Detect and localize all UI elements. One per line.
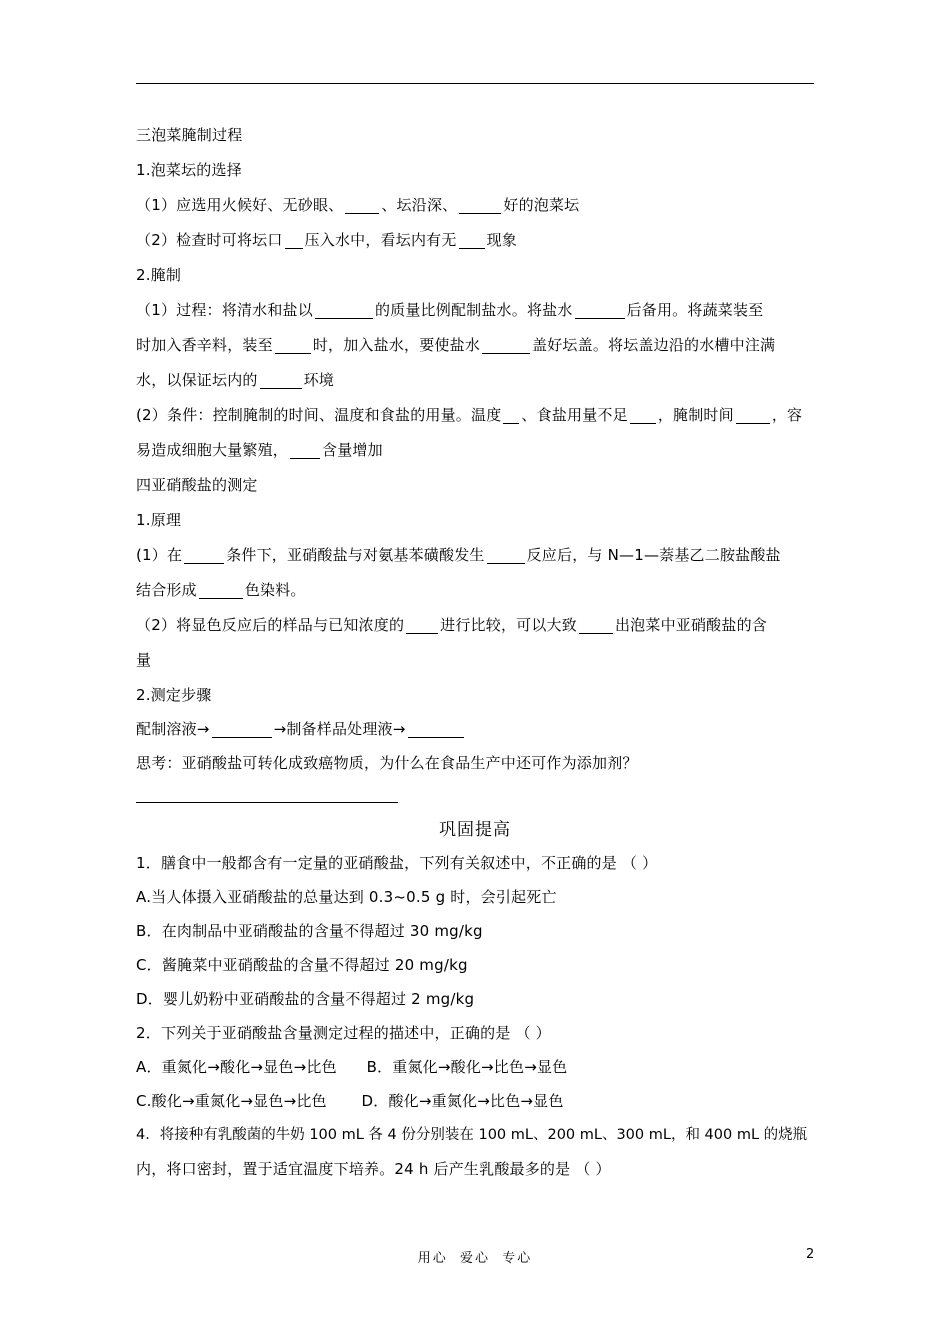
option-c: C．酱腌菜中亚硝酸盐的含量不得超过 20 mg/kg	[136, 956, 468, 974]
question-2: 2．下列关于亚硝酸盐含量测定过程的描述中，正确的是 （ ）	[136, 1024, 551, 1042]
blank-field[interactable]	[630, 403, 656, 424]
paragraph-line	[136, 293, 816, 328]
blank-field[interactable]	[487, 543, 525, 564]
text: 出泡菜中亚硝酸盐的含	[614, 616, 767, 634]
text: 后备用。将蔬菜装至	[626, 301, 764, 319]
page-number: 2	[806, 1247, 815, 1262]
options-cd: C.酸化→重氮化→显色→比色 D．酸化→重氮化→比色→显色	[136, 1092, 564, 1110]
option-a: A.当人体摄入亚硝酸盐的总量达到 0.3~0.5 g 时，会引起死亡	[136, 888, 557, 906]
text: （1）应选用火候好、无砂眼、	[136, 196, 344, 214]
text: 、坛沿深、	[381, 196, 458, 214]
blank-field[interactable]	[482, 333, 530, 354]
subheading: 1.原理	[136, 511, 182, 529]
blank-field[interactable]	[184, 543, 224, 564]
blank-field[interactable]	[408, 717, 464, 738]
text: (1）在	[136, 546, 183, 564]
paragraph-line	[136, 573, 816, 608]
text: 结合形成	[136, 581, 197, 599]
subheading: 2.腌制	[136, 266, 182, 284]
answer-line[interactable]	[136, 802, 398, 803]
text: 环境	[303, 371, 335, 389]
section-heading: 四亚硝酸盐的测定	[136, 476, 258, 494]
option-d: D．婴儿奶粉中亚硝酸盐的含量不得超过 2 mg/kg	[136, 990, 475, 1008]
options-ab: A．重氮化→酸化→显色→比色 B．重氮化→酸化→比色→显色	[136, 1058, 568, 1076]
text: 压入水中，看坛内有无	[304, 231, 457, 249]
paragraph-line: 量	[136, 651, 152, 669]
text: ，容	[771, 406, 803, 424]
blank-field[interactable]	[260, 368, 302, 389]
blank-field[interactable]	[406, 613, 438, 634]
paragraph-line	[136, 328, 816, 363]
question-4: 4．将接种有乳酸菌的牛奶 100 mL 各 4 份分别装在 100 mL、200 mL、300 mL，和 400 mL 的烧瓶	[136, 1127, 808, 1143]
option-b: B．在肉制品中亚硝酸盐的含量不得超过 30 mg/kg	[136, 922, 483, 940]
blank-field[interactable]	[212, 717, 272, 738]
review-questions	[136, 846, 816, 1186]
subheading: 2.测定步骤	[136, 686, 212, 704]
question-4-cont: 内，将口密封，置于适宜温度下培养。24 h 后产生乳酸最多的是 （ ）	[136, 1160, 611, 1178]
text: ，腌制时间	[657, 406, 734, 424]
question-1: 1．膳食中一般都含有一定量的亚硝酸盐，下列有关叙述中，不正确的是 （ ）	[136, 854, 658, 872]
blank-field[interactable]	[736, 403, 770, 424]
blank-field[interactable]	[459, 228, 485, 249]
review-title: 巩固提高	[439, 820, 511, 840]
text: 配制溶液→	[136, 720, 210, 738]
subheading: 1.泡菜坛的选择	[136, 161, 242, 179]
text: 盖好坛盖。将坛盖边沿的水槽中注满	[532, 336, 776, 354]
paragraph-line	[136, 712, 816, 746]
blank-field[interactable]	[579, 613, 613, 634]
text: 反应后，与 N—1—萘基乙二胺盐酸盐	[526, 546, 781, 564]
paragraph-line	[136, 188, 816, 223]
text: 条件下，亚硝酸盐与对氨基苯磺酸发生	[226, 546, 485, 564]
footer-motto: 用心 爱心 专心	[417, 1251, 533, 1266]
blank-field[interactable]	[503, 403, 519, 424]
text: 易造成细胞大量繁殖，	[136, 441, 289, 459]
text: （2）检查时可将坛口	[136, 231, 283, 249]
blank-field[interactable]	[285, 228, 303, 249]
paragraph-line	[136, 608, 816, 643]
text: 好的泡菜坛	[503, 196, 580, 214]
text: 现象	[486, 231, 517, 249]
section-heading: 三泡菜腌制过程	[136, 126, 243, 144]
text: 时加入香辛料，装至	[136, 336, 273, 354]
text: 水，以保证坛内的	[136, 371, 258, 389]
blank-field[interactable]	[199, 578, 243, 599]
text: 色染料。	[244, 581, 306, 599]
text: （1）过程：将清水和盐以	[136, 301, 313, 319]
text: 的质量比例配制盐水。将盐水	[374, 301, 573, 319]
blank-field[interactable]	[459, 193, 501, 214]
think-question: 思考：亚硝酸盐可转化成致癌物质，为什么在食品生产中还可作为添加剂？	[136, 754, 638, 772]
text: 时，加入盐水，要使盐水	[312, 336, 481, 354]
text: →制备样品处理液→	[273, 720, 406, 738]
blank-field[interactable]	[290, 438, 320, 459]
text: 含量增加	[322, 441, 383, 459]
blank-field[interactable]	[575, 298, 625, 319]
paragraph-line	[136, 538, 816, 573]
section-pickle-process	[136, 118, 816, 780]
paragraph-line	[136, 223, 816, 258]
text: （2）将显色反应后的样品与已知浓度的	[136, 616, 405, 634]
text: (2）条件：控制腌制的时间、温度和食盐的用量。温度	[136, 406, 502, 424]
header-rule	[136, 83, 814, 84]
blank-field[interactable]	[345, 193, 379, 214]
text: 、食盐用量不足	[521, 406, 628, 424]
blank-field[interactable]	[275, 333, 311, 354]
paragraph-line	[136, 433, 816, 468]
paragraph-line	[136, 398, 816, 433]
text: 进行比较，可以大致	[440, 616, 577, 634]
blank-field[interactable]	[315, 298, 373, 319]
paragraph-line	[136, 363, 816, 398]
